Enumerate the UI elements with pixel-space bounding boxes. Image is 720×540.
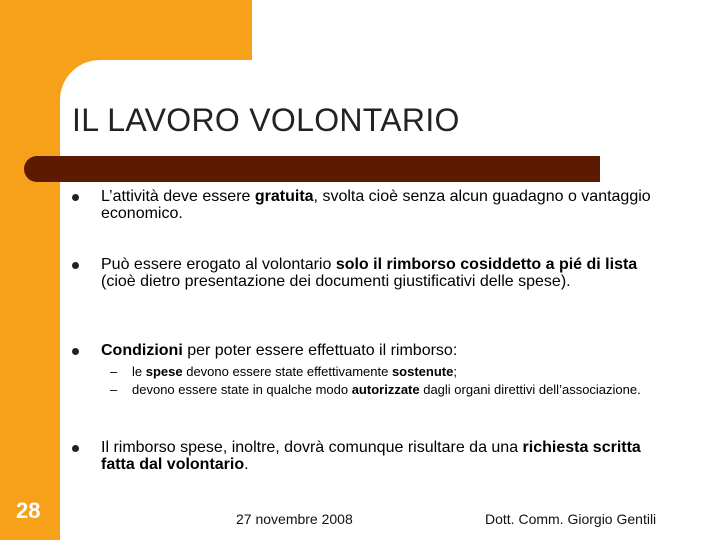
bullet-text: Può essere erogato al volontario solo il rimborso cosiddetto a pié di lista (cioè dietro presentazione dei documenti giustificativi delle spese).	[101, 256, 638, 290]
bullet-dot-icon	[72, 262, 79, 269]
bullet-text: L’attività deve essere gratuita, svolta cioè senza alcun guadagno o vantaggio economico.	[101, 188, 651, 222]
dash-icon: –	[110, 364, 118, 379]
footer-author: Dott. Comm. Giorgio Gentili	[485, 511, 657, 527]
orange-decor-left	[0, 0, 60, 540]
bullet-dot-icon	[72, 348, 79, 355]
bullet-text: Il rimborso spese, inoltre, dovrà comunque risultare da una richiesta scritta fatta dal volontario.	[101, 439, 641, 473]
title-underline-bar	[24, 156, 600, 182]
bullet-dot-icon	[72, 194, 79, 201]
dash-icon: –	[110, 382, 118, 397]
sub-bullet-text: devono essere state in qualche modo autorizzate dagli organi direttivi dell’associazione.	[132, 382, 641, 397]
bullet-text: Condizioni per poter essere effettuato il rimborso:	[101, 342, 458, 359]
orange-decor-corner	[60, 60, 100, 100]
footer-date: 27 novembre 2008	[236, 511, 353, 527]
slide-title: IL LAVORO VOLONTARIO	[72, 102, 460, 138]
bullet-dot-icon	[72, 445, 79, 452]
page-number: 28	[16, 498, 41, 523]
sub-bullet-text: le spese devono essere state effettivamente sostenute;	[132, 364, 457, 379]
